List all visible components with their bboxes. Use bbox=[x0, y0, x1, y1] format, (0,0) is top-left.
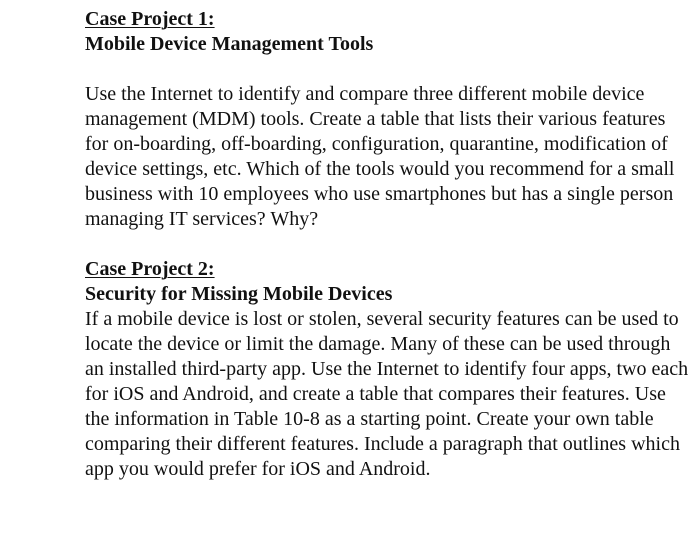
section-spacer bbox=[85, 232, 690, 257]
document-body bbox=[85, 7, 690, 482]
case-project-1 bbox=[85, 7, 690, 232]
case-project-1-text: Use the Internet to identify and compare three different mobile device management (MDM) tools. Create a table that lists their various features for on-boarding, off-boarding, configuration, quarantine, modification of device settings, etc. Which of the tools would you recommend for a small business with 10 employees who use smartphones but has a single person managing IT services? Why? bbox=[85, 83, 675, 230]
case-project-1-label: Case Project 1: bbox=[85, 8, 215, 30]
case-project-2-label: Case Project 2: bbox=[85, 258, 215, 280]
case-project-1-title: Mobile Device Management Tools bbox=[85, 33, 374, 55]
case-project-2 bbox=[85, 257, 690, 482]
case-project-2-text: If a mobile device is lost or stolen, several security features can be used to locate the device or limit the damage. Many of these can be used through an installed third-party app. Use the Internet to identify four apps, two each for iOS and Android, and create a table that compares their features. Use the information in Table 10-8 as a starting point. Create your own table comparing their different features. Include a paragraph that outlines which app you would prefer for iOS and Android. bbox=[85, 308, 689, 480]
paragraph-spacer bbox=[85, 57, 690, 82]
case-project-2-title: Security for Missing Mobile Devices bbox=[85, 283, 393, 305]
